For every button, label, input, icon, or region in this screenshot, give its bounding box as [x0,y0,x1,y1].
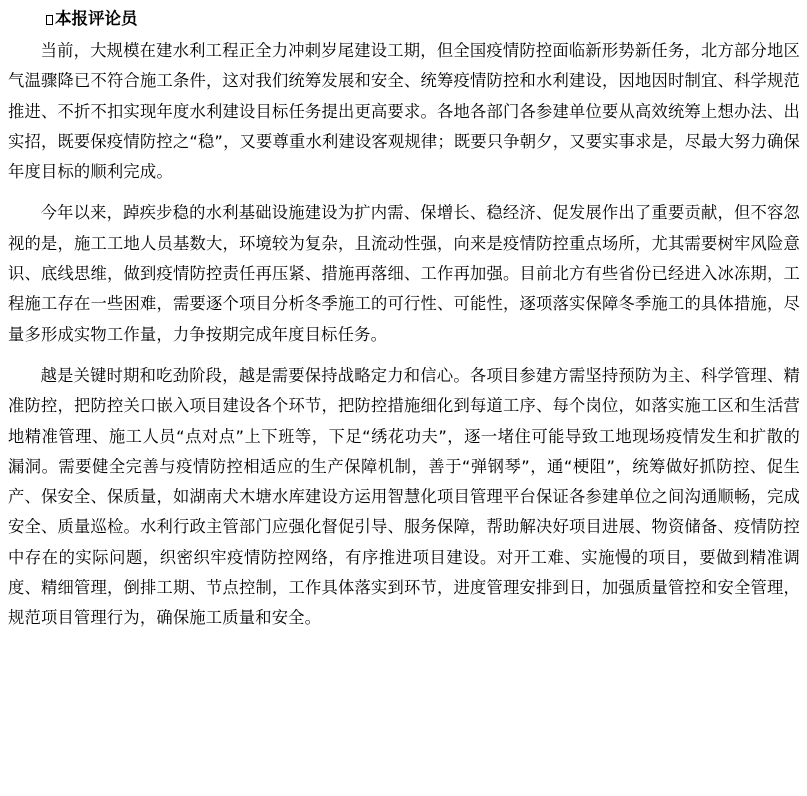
paragraph-2: 今年以来，踔疾步稳的水利基础设施建设为扩内需、保增长、稳经济、促发展作出了重要贡献，但不容忽视的是，施工工地人员基数大，环境较为复杂，且流动性强，向来是疫情防控重点场所，尤其需要树牢风险意识、底线思维，做到疫情防控责任再压紧、措施再落细、工作再加强。目前北方有些省份已经进入冰冻期，工程施工存在一些困难，需要逐个项目分析冬季施工的可行性、可能性，逐项落实保障冬季施工的具体措施，尽量多形成实物工作量，力争按期完成年度目标任务。 [8,203,800,344]
paragraph-3: 越是关键时期和吃劲阶段，越是需要保持战略定力和信心。各项目参建方需坚持预防为主、科学管理、精准防控，把防控关口嵌入项目建设各个环节，把防控措施细化到每道工序、每个岗位，如落实施工区和生活营地精准管理、施工人员“点对点”上下班等，下足“绣花功夫”，逐一堵住可能导致工地现场疫情发生和扩散的漏洞。需要健全完善与疫情防控相适应的生产保障机制，善于“弹钢琴”，通“梗阻”，统筹做好抓防控、促生产、保安全、保质量，如湖南犬木塘水库建设方运用智慧化项目管理平台保证各参建单位之间沟通顺畅，完成安全、质量巡检。水利行政主管部门应强化督促引导、服务保障，帮助解决好项目进展、物资储备、疫情防控中存在的实际问题，织密织牢疫情防控网络，有序推进项目建设。对开工难、实施慢的项目，要做到精准调度、精细管理，倒排工期、节点控制，工作具体落实到环节，进度管理安排到日，加强质量管控和安全管理，规范项目管理行为，确保施工质量和安全。 [8,365,800,628]
bullet-box-icon [46,15,53,25]
article [8,4,800,645]
article-byline [46,4,800,34]
article-byline-text: 本报评论员 [55,9,138,28]
paragraph-1: 当前，大规模在建水利工程正全力冲刺岁尾建设工期，但全国疫情防控面临新形势新任务，北方部分地区气温骤降已不符合施工条件，这对我们统筹发展和安全、统筹疫情防控和水利建设，因地因时制宜、科学规范推进、不折不扣实现年度水利建设目标任务提出更高要求。各地各部门各参建单位要从高效统筹上想办法、出实招，既要保疫情防控之“稳”，又要尊重水利建设客观规律；既要只争朝夕，又要实事求是，尽最大努力确保年度目标的顺利完成。 [8,41,800,182]
